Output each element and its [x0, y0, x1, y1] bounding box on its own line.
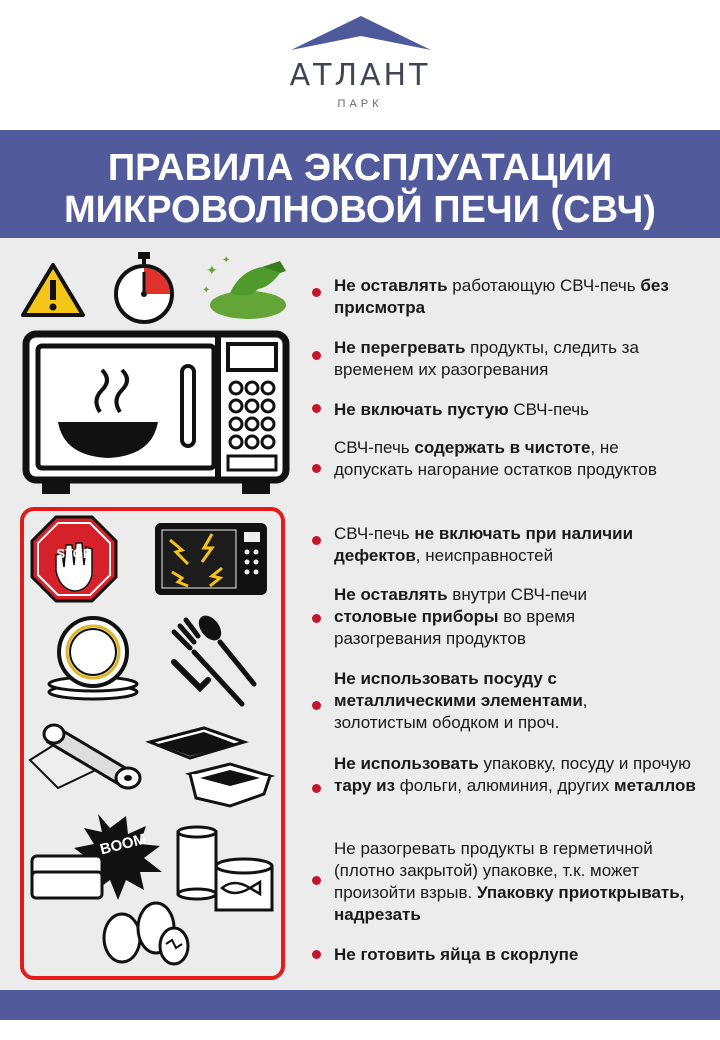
rule-bullet — [312, 876, 321, 885]
rule-bullet — [312, 614, 321, 623]
rule-no-cutlery: Не оставлять внутри СВЧ-печи столовые приборы во время разогревания продуктов — [334, 585, 587, 648]
rule-no-unattended: Не оставлять работающую СВЧ-печь без присмотра — [334, 276, 669, 317]
svg-text:✦: ✦ — [222, 255, 231, 266]
logo-roof-icon — [291, 16, 431, 50]
rule-bullet — [312, 404, 321, 413]
eggs-icon — [100, 896, 192, 966]
rule-bullet — [312, 784, 321, 793]
footer-band — [0, 990, 720, 1020]
rule-no-foil: Не использовать упаковку, посуду и прочую тару из фольги, алюминия, других металлов — [334, 754, 696, 795]
broken-microwave-icon — [152, 520, 270, 598]
svg-text:✦: ✦ — [206, 262, 218, 278]
rule-bullet — [312, 464, 321, 473]
microwave-icon — [22, 330, 290, 498]
warning-icon — [20, 262, 86, 318]
plate-icon — [46, 614, 140, 702]
foil-roll-icon — [28, 716, 154, 788]
timer-icon — [112, 250, 176, 324]
rule-no-empty: Не включать пустую СВЧ-печь — [334, 400, 589, 419]
rule-bullet — [312, 288, 321, 297]
rule-bullet — [312, 536, 321, 545]
rule-bullet — [312, 351, 321, 360]
rule-bullet — [312, 701, 321, 710]
rule-no-sealed: Не разогревать продукты в герметичной (плотно закрытой) упаковке, т.к. может произойти взрыв. Упаковку приоткрывать, надрезать — [334, 839, 685, 924]
rule-no-defects: СВЧ-печь не включать при наличии дефектов, неисправностей — [334, 524, 634, 565]
page-title-line-2: МИКРОВОЛНОВОЙ ПЕЧИ (СВЧ) — [64, 189, 656, 231]
cleaning-hand-icon — [200, 253, 290, 323]
rule-no-metal-dishes: Не использовать посуду с металлическими элементами, золотистым ободком и проч. — [334, 669, 588, 732]
logo-subtitle: ПАРК — [337, 98, 383, 110]
page-title-line-1: ПРАВИЛА ЭКСПЛУАТАЦИИ — [107, 147, 613, 189]
foil-containers-icon — [148, 722, 274, 808]
rule-bullet — [312, 950, 321, 959]
rule-no-overheat: Не перегревать продукты, следить за временем их разогревания — [334, 338, 639, 379]
rule-no-eggs: Не готовить яйца в скорлупе — [334, 945, 579, 964]
stop-label: STOP — [56, 546, 92, 561]
boom-label: BOOM — [98, 830, 148, 859]
logo-name: АТЛАНТ — [289, 58, 431, 93]
svg-text:✦: ✦ — [202, 285, 211, 296]
rule-keep-clean: СВЧ-печь содержать в чистоте, не допускать нагорание остатков продуктов — [334, 438, 657, 479]
cutlery-icon — [164, 612, 260, 710]
